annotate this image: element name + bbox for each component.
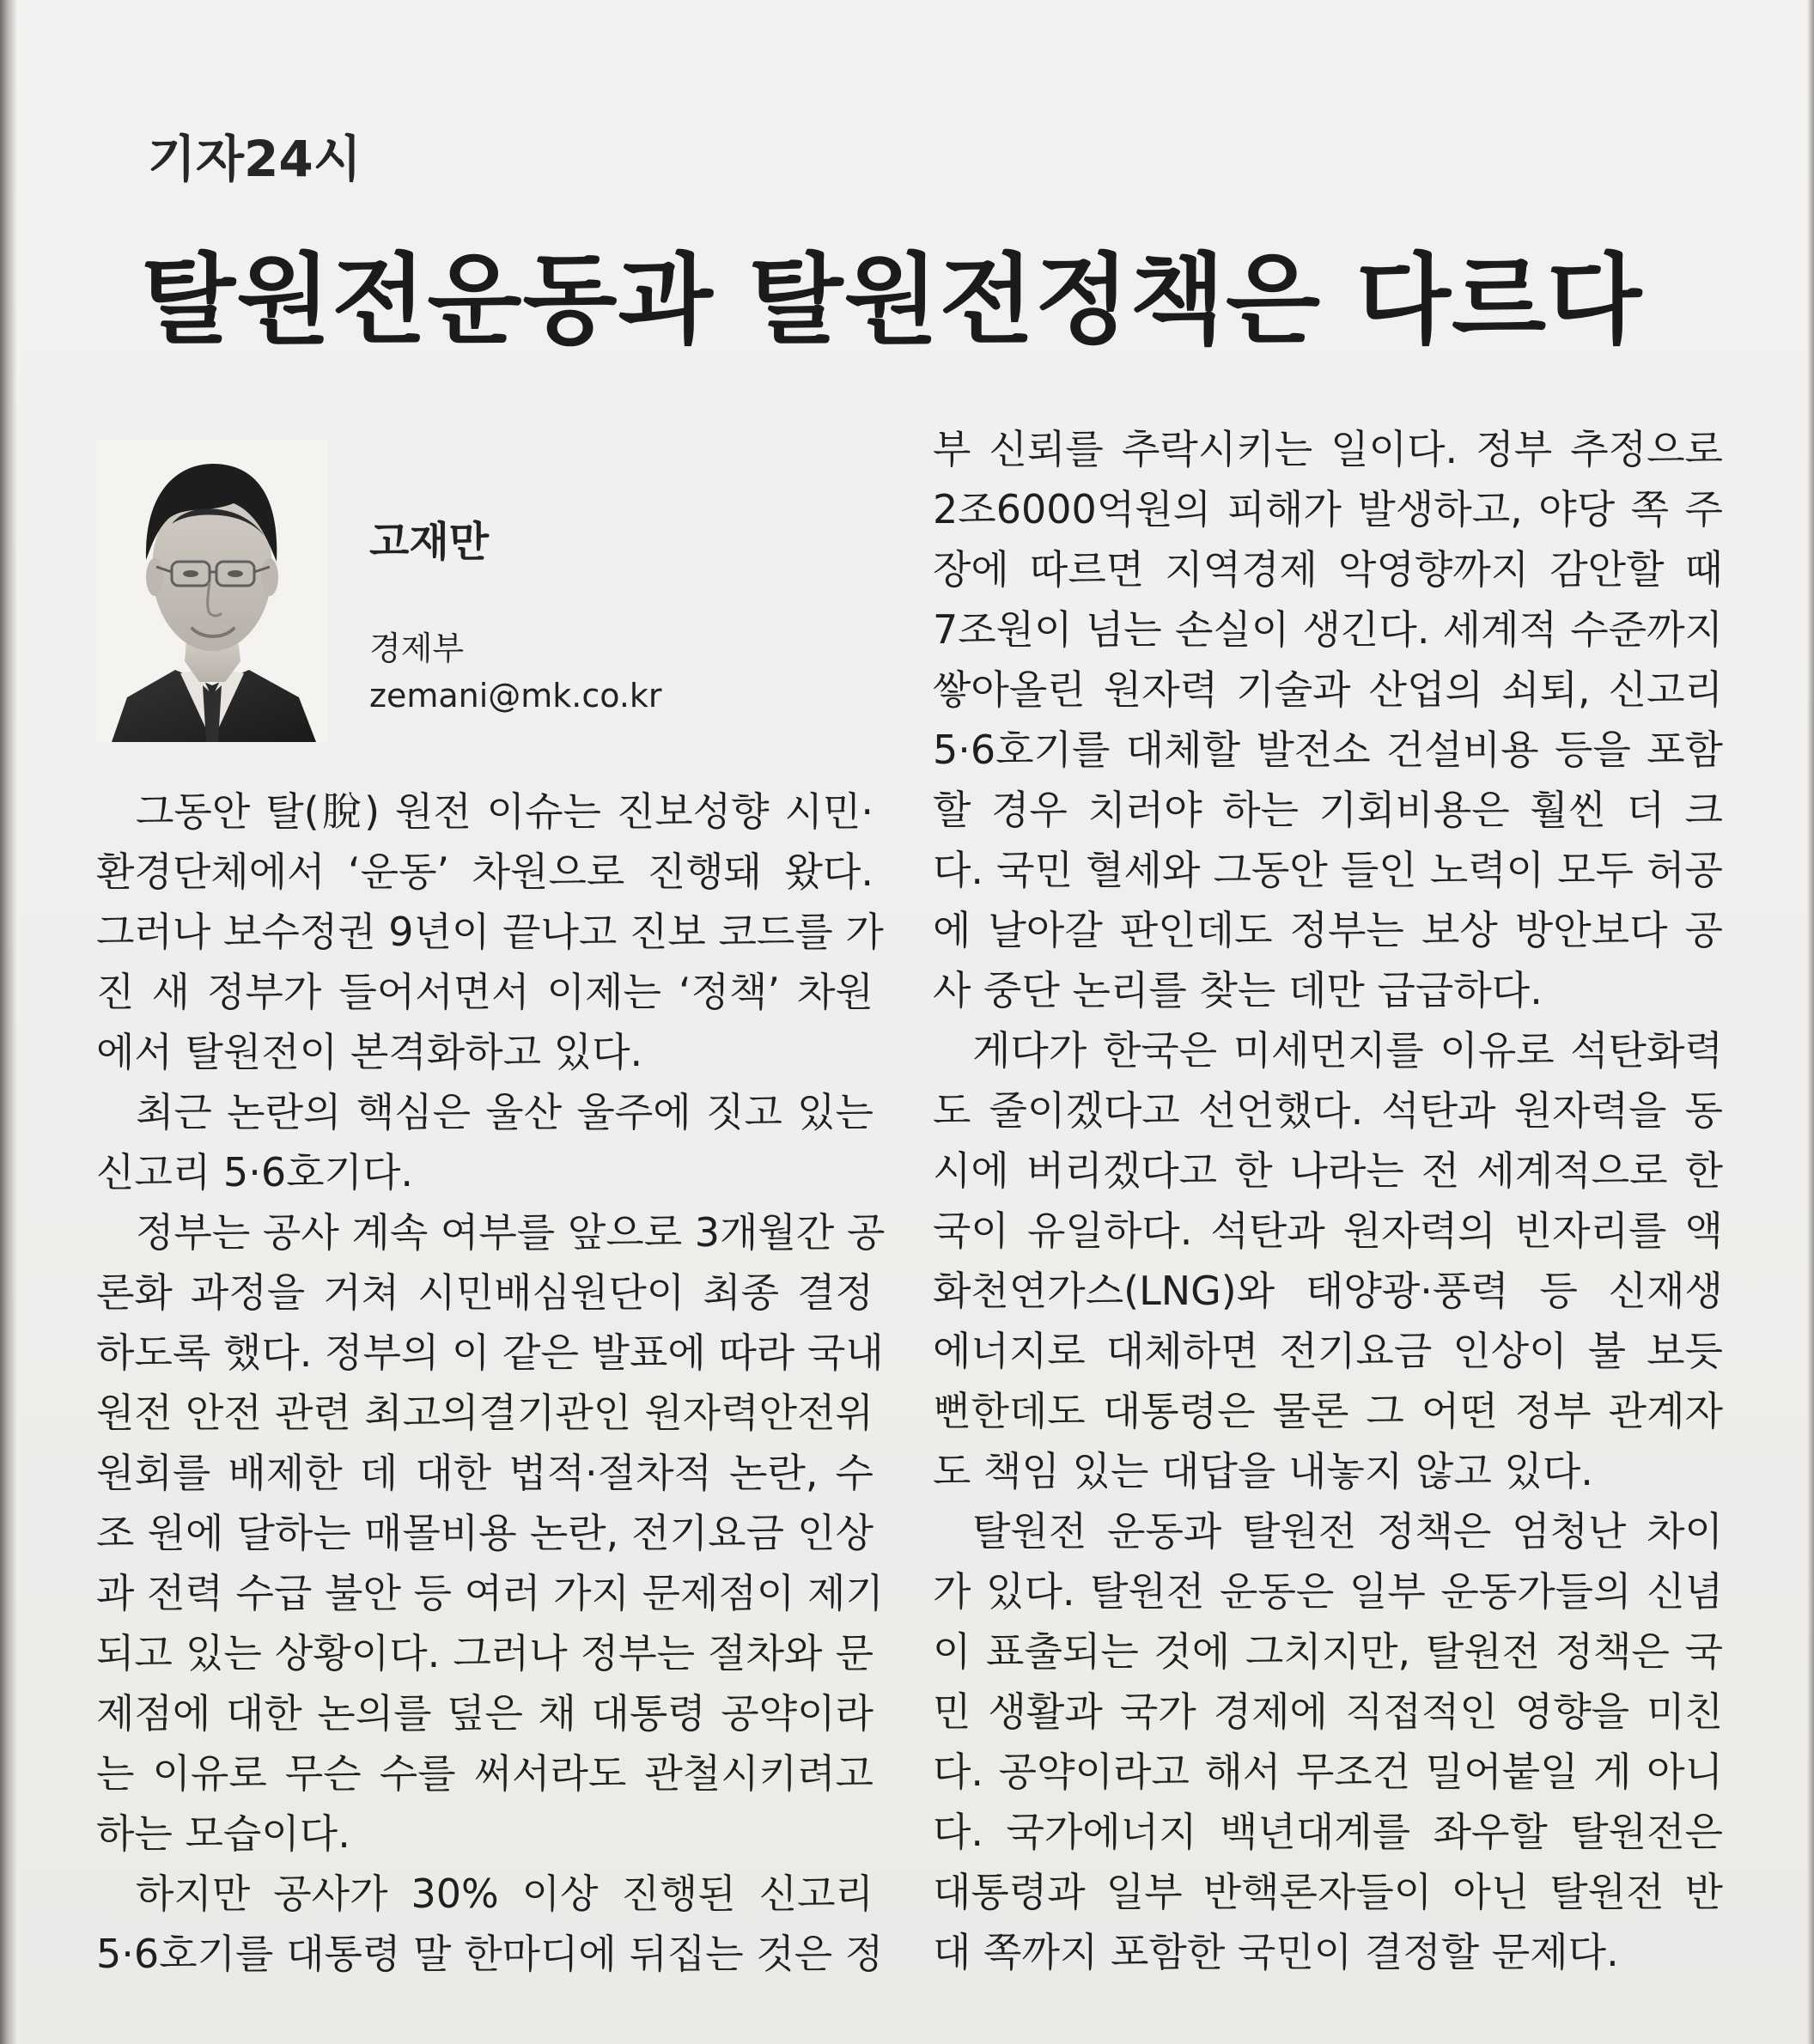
body-line: 국이 유일하다. 석탄과 원자력의 빈자리를 액 xyxy=(933,1208,1723,1254)
body-line: 에너지로 대체하면 전기요금 인상이 불 보듯 xyxy=(933,1328,1723,1374)
body-line: 할 경우 치러야 하는 기회비용은 훨씬 더 크 xyxy=(933,787,1723,833)
body-line: 5·6호기를 대통령 말 한마디에 뒤집는 것은 정 xyxy=(96,1931,884,1977)
body-line: 원회를 배제한 데 대한 법적·절차적 논란, 수 xyxy=(96,1450,874,1496)
author-portrait-icon xyxy=(96,440,328,742)
headline: 탈원전운동과 탈원전정책은 다르다 xyxy=(141,243,1643,357)
page-edge-shadow xyxy=(0,0,17,2044)
body-line: 대 쪽까지 포함한 국민이 결정할 문제다. xyxy=(933,1929,1619,1975)
body-line: 부 신뢰를 추락시키는 일이다. 정부 추정으로 xyxy=(933,426,1723,472)
page-edge-shadow-right xyxy=(1807,0,1814,2044)
body-line: 그동안 탈(脫) 원전 이슈는 진보성향 시민· xyxy=(136,788,874,835)
body-line: 신고리 5·6호기다. xyxy=(96,1149,414,1195)
body-line: 환경단체에서 ‘운동’ 차원으로 진행돼 왔다. xyxy=(96,849,874,895)
body-line: 과 전력 수급 불안 등 여러 가지 문제점이 제기 xyxy=(96,1570,884,1616)
body-line: 정부는 공사 계속 여부를 앞으로 3개월간 공 xyxy=(136,1209,886,1256)
body-line: 에서 탈원전이 본격화하고 있다. xyxy=(96,1029,643,1075)
body-line: 가 있다. 탈원전 운동은 일부 운동가들의 신념 xyxy=(933,1568,1723,1615)
body-line: 도 책임 있는 대답을 내놓지 않고 있다. xyxy=(933,1448,1593,1494)
body-line: 론화 과정을 거쳐 시민배심원단이 최종 결정 xyxy=(96,1269,874,1316)
body-line: 원전 안전 관련 최고의결기관인 원자력안전위 xyxy=(96,1390,874,1436)
body-line: 시에 버리겠다고 한 나라는 전 세계적으로 한 xyxy=(933,1147,1723,1194)
body-line: 사 중단 논리를 찾는 데만 급급하다. xyxy=(933,967,1543,1013)
body-line: 되고 있는 상황이다. 그러나 정부는 절차와 문 xyxy=(96,1630,874,1676)
section-label: 기자24시 xyxy=(148,130,362,188)
body-line: 2조6000억원의 피해가 발생하고, 야당 쪽 주 xyxy=(933,486,1723,532)
body-line: 다. 국가에너지 백년대계를 좌우할 탈원전은 xyxy=(933,1809,1723,1855)
body-line: 제점에 대한 논의를 덮은 채 대통령 공약이라 xyxy=(96,1690,874,1737)
body-line: 게다가 한국은 미세먼지를 이유로 석탄화력 xyxy=(972,1027,1723,1074)
body-line: 이 표출되는 것에 그치지만, 탈원전 정책은 국 xyxy=(933,1628,1723,1675)
body-line: 는 이유로 무슨 수를 써서라도 관철시키려고 xyxy=(96,1750,874,1797)
body-line: 화천연가스(LNG)와 태양광·풍력 등 신재생 xyxy=(933,1268,1723,1314)
body-line: 민 생활과 국가 경제에 직접적인 영향을 미친 xyxy=(933,1688,1723,1735)
author-department: 경제부 xyxy=(369,630,465,667)
author-name: 고재만 xyxy=(369,518,490,566)
body-line: 대통령과 일부 반핵론자들이 아닌 탈원전 반 xyxy=(933,1869,1723,1915)
body-line: 다. 국민 혈세와 그동안 들인 노력이 모두 허공 xyxy=(933,847,1723,893)
right-column xyxy=(933,419,1723,1982)
body-line: 뻔한데도 대통령은 물론 그 어떤 정부 관계자 xyxy=(933,1388,1723,1434)
body-line: 하도록 했다. 정부의 이 같은 발표에 따라 국내 xyxy=(96,1329,884,1376)
body-line: 쌓아올린 원자력 기술과 산업의 쇠퇴, 신고리 xyxy=(933,666,1723,713)
body-line: 탈원전 운동과 탈원전 정책은 엄청난 차이 xyxy=(972,1508,1723,1554)
body-line: 조 원에 달하는 매몰비용 논란, 전기요금 인상 xyxy=(96,1510,874,1556)
body-line: 다. 공약이라고 해서 무조건 밀어붙일 게 아니 xyxy=(933,1749,1723,1795)
body-line: 최근 논란의 핵심은 울산 울주에 짓고 있는 xyxy=(136,1089,874,1135)
author-email: zemani@mk.co.kr xyxy=(369,677,662,715)
author-portrait-svg xyxy=(96,440,328,742)
body-line: 7조원이 넘는 손실이 생긴다. 세계적 수준까지 xyxy=(933,606,1723,653)
left-column xyxy=(96,782,886,1984)
body-line: 5·6호기를 대체할 발전소 건설비용 등을 포함 xyxy=(933,727,1723,773)
body-line: 장에 따르면 지역경제 악영향까지 감안할 때 xyxy=(933,546,1723,593)
body-line: 도 줄이겠다고 선언했다. 석탄과 원자력을 동 xyxy=(933,1087,1723,1134)
body-line: 하는 모습이다. xyxy=(96,1810,350,1857)
body-line: 에 날아갈 판인데도 정부는 보상 방안보다 공 xyxy=(933,907,1723,953)
body-line: 그러나 보수정권 9년이 끝나고 진보 코드를 가 xyxy=(96,909,884,955)
body-line: 진 새 정부가 들어서면서 이제는 ‘정책’ 차원 xyxy=(96,969,874,1015)
body-line: 하지만 공사가 30% 이상 진행된 신고리 xyxy=(136,1871,874,1917)
